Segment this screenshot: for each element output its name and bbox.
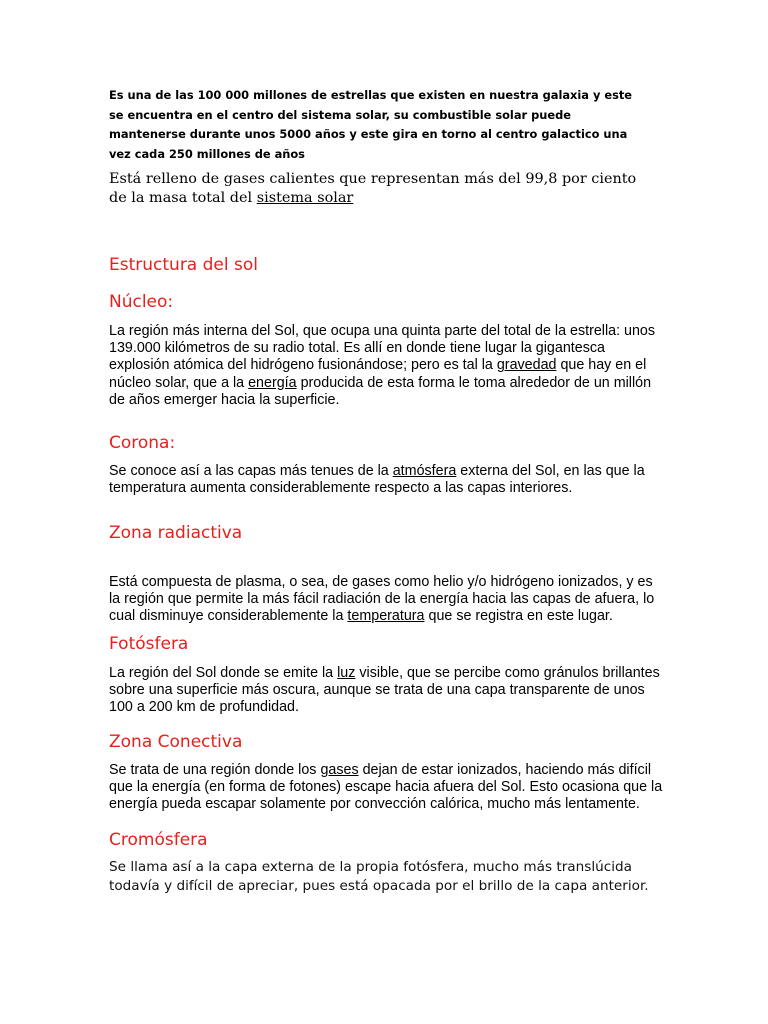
nucleo-heading: Núcleo:	[109, 292, 174, 312]
energia-link[interactable]: energía	[248, 374, 297, 391]
gravedad-link[interactable]: gravedad	[496, 357, 557, 374]
atmosfera-link[interactable]: atmósfera	[392, 463, 457, 479]
fotosfera-text-1: La región del Sol donde se emite la	[109, 665, 338, 681]
mass-text: Está relleno de gases calientes que representan más del 99,8 por ciento de la masa total del	[109, 171, 637, 206]
radiactiva-paragraph	[109, 574, 664, 626]
radiactiva-text-2: que se registra en este lugar.	[424, 608, 613, 625]
cromosfera-heading: Cromósfera	[109, 830, 208, 850]
radiactiva-heading: Zona radiactiva	[109, 523, 243, 543]
fotosfera-heading: Fotósfera	[109, 634, 189, 654]
temperatura-link[interactable]: temperatura	[347, 608, 425, 625]
gases-link[interactable]: gases	[320, 762, 359, 778]
corona-text-2: externa del Sol, en las que la temperatura aumenta considerablemente respecto a las capas interiores.	[109, 463, 645, 497]
corona-paragraph	[109, 463, 664, 497]
intro-paragraph: Es una de las 100 000 millones de estrellas que existen en nuestra galaxia y este se encuentra en el centro del sistema solar, su combustible solar puede mantenerse durante unos 5000 años y este gira en torno al centro galactico una vez cada 250 millones de años	[109, 88, 633, 161]
nucleo-text-2: que hay en el núcleo solar, que a la	[109, 357, 647, 391]
fotosfera-text-2: visible, que se percibe como gránulos brillantes sobre una superficie más oscura, aunque se trata de una capa transparente de unos 100 a 200 km de profundidad.	[109, 665, 660, 716]
corona-heading: Corona:	[109, 433, 176, 453]
corona-text-1: Se conoce así a las capas más tenues de la	[109, 463, 393, 479]
luz-link[interactable]: luz	[337, 665, 356, 681]
nucleo-text-1: La región más interna del Sol, que ocupa una quinta parte del total de la estrella: unos 139.000 kilómetros de su radio total. Es allí en donde tiene lugar la gigantesca explosión atómica del hidrógeno fusionándose; pero es tal la	[109, 323, 656, 374]
nucleo-text-3: producida de esta forma le toma alrededor de un millón de años emerger hacia la superficie.	[109, 374, 652, 408]
fotosfera-paragraph	[109, 665, 664, 717]
conectiva-paragraph	[109, 762, 664, 814]
sistema-solar-link[interactable]: sistema solar	[256, 190, 354, 206]
cromosfera-paragraph: Se llama así a la capa externa de la propia fotósfera, mucho más translúcida todavía y difícil de apreciar, pues está opacada por el brillo de la capa anterior.	[109, 859, 649, 894]
radiactiva-text-1: Está compuesta de plasma, o sea, de gases como helio y/o hidrógeno ionizados, y es la región que permite la más fácil radiación de la energía hacia las capas de afuera, lo cual disminuye considerablemente la	[109, 574, 655, 625]
nucleo-paragraph	[109, 323, 664, 409]
conectiva-text-1: Se trata de una región donde los	[109, 762, 321, 778]
conectiva-heading: Zona Conectiva	[109, 732, 243, 752]
conectiva-text-2: dejan de estar ionizados, haciendo más difícil que la energía (en forma de fotones) escape hacia afuera del Sol. Esto ocasiona que la energía pueda escapar solamente por convección calórica, mucho más lentamente.	[109, 762, 663, 813]
structure-heading: Estructura del sol	[109, 255, 258, 275]
mass-paragraph	[109, 170, 644, 208]
